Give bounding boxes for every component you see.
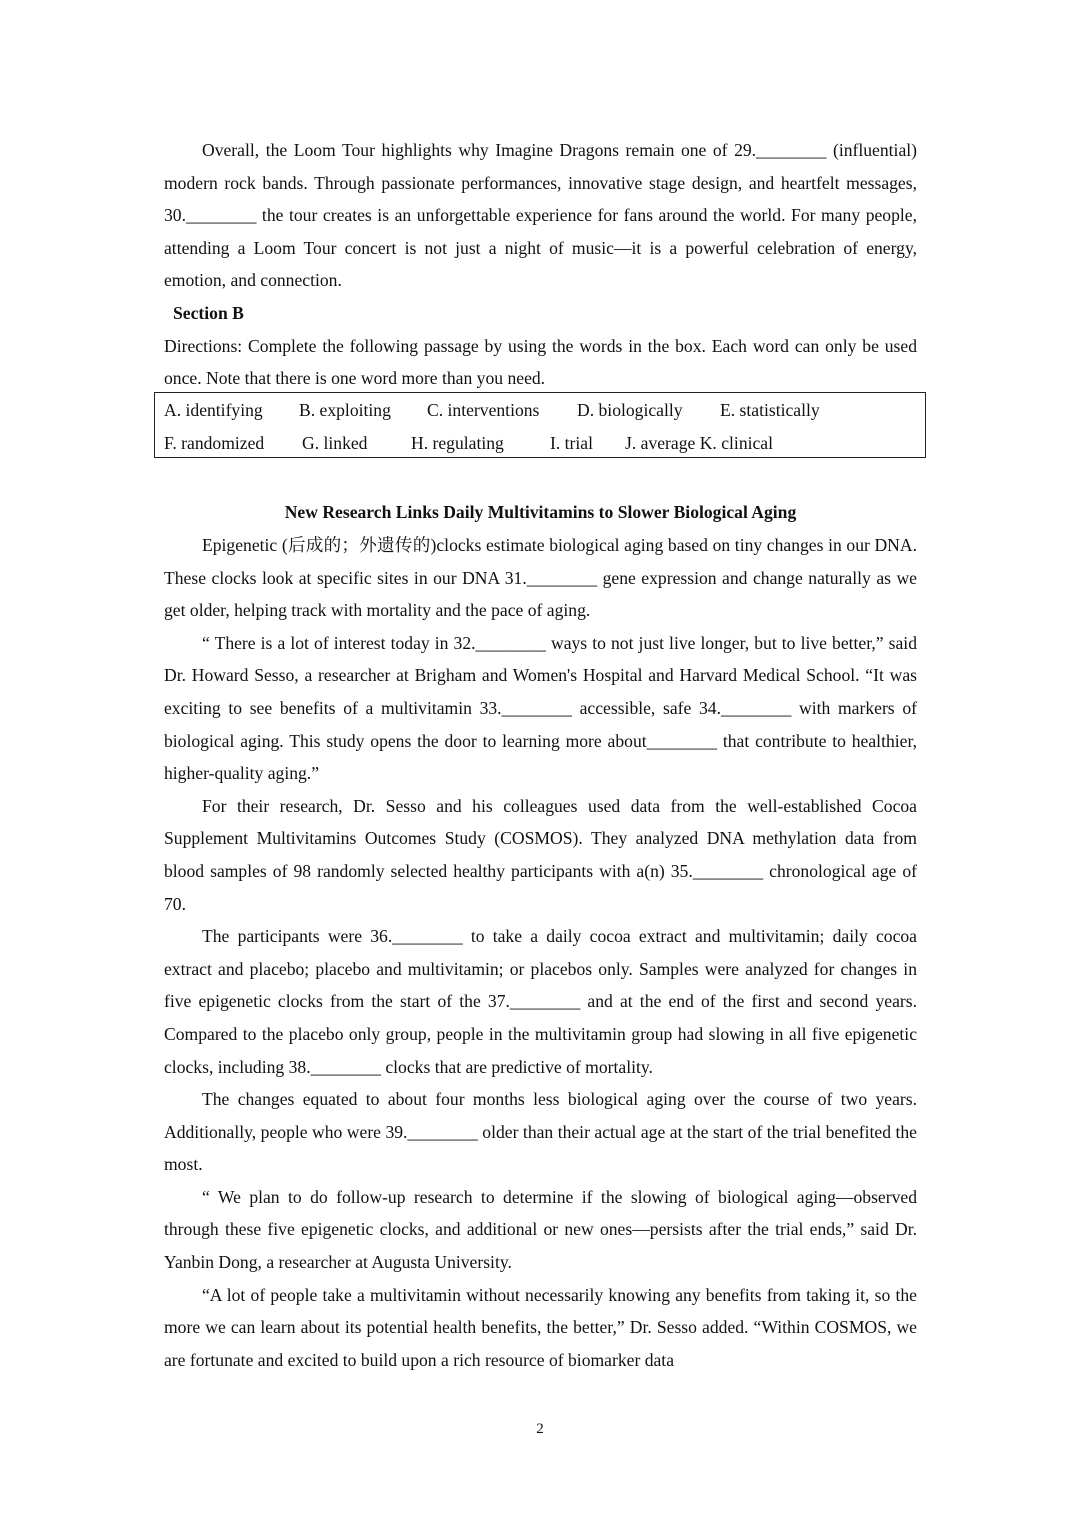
section-b-heading: Section B	[173, 302, 244, 323]
article-paragraph: “A lot of people take a multivitamin without necessarily knowing any benefits from taking it, so the more we can learn about its potential health benefits, the better,” Dr. Sesso added. “Within COSMOS, we are fortunate and excited to build upon a rich resource of biomarker data	[164, 1284, 917, 1370]
article-paragraph: The changes equated to about four months less biological aging over the course of two years. Additionally, people who were 39.________ older than their actual age at the start of the trial benefited the most.	[164, 1089, 917, 1175]
word-option: B. exploiting	[299, 400, 391, 420]
section-b-directions: Directions: Complete the following passage by using the words in the box. Each word can only be used once. Note that there is one word more than you need.	[164, 335, 917, 389]
word-option: A. identifying	[164, 400, 263, 420]
article-paragraph: “ We plan to do follow-up research to determine if the slowing of biological aging—observed through these five epigenetic clocks, and additional or new ones—persists after the trial ends,” said Dr. Yanbin Dong, a researcher at Augusta University.	[164, 1186, 917, 1273]
word-option: J. average K. clinical	[625, 433, 774, 453]
word-option: D. biologically	[577, 400, 683, 420]
word-option: I. trial	[550, 433, 593, 453]
word-option: F. randomized	[164, 433, 265, 453]
article-paragraph: The participants were 36.________ to take a daily cocoa extract and multivitamin; daily cocoa extract and placebo; placebo and multivitamin; or placebos only. Samples were analyzed for changes in five epigenetic clocks from the start of the 37.________ and at the end of the first and second years. Compared to the placebo only group, people in the multivitamin group had slowing in all five epigenetic clocks, including 38.________ clocks that are predictive of mortality.	[164, 926, 917, 1077]
article-body	[164, 529, 917, 1376]
article-paragraph: Epigenetic (后成的；外遗传的)clocks estimate biological aging based on tiny changes in our DNA. These clocks look at specific sites in our DNA 31.________ gene expression and change naturally as we get older, helping track with mortality and the pace of aging.	[164, 535, 917, 621]
word-option: C. interventions	[427, 400, 540, 420]
article-paragraph: “ There is a lot of interest today in 32.________ ways to not just live longer, but to live better,” said Dr. Howard Sesso, a researcher at Brigham and Women's Hospital and Harvard Medical School. “It was exciting to see benefits of a multivitamin 33.________ accessible, safe 34.________ with markers of biological aging. This study opens the door to learning more about________ that contribute to healthier, higher-quality aging.”	[164, 632, 917, 784]
passage-a	[164, 134, 917, 395]
word-option: H. regulating	[411, 433, 504, 453]
word-option: E. statistically	[720, 400, 820, 420]
article-paragraph: For their research, Dr. Sesso and his colleagues used data from the well-established Cocoa Supplement Multivitamins Outcomes Study (COSMOS). They analyzed DNA methylation data from blood samples of 98 randomly selected healthy participants with a(n) 35.________ chronological age of 70.	[164, 795, 917, 914]
page-number: 2	[536, 1421, 544, 1437]
word-box	[154, 392, 926, 458]
article-title: New Research Links Daily Multivitamins to Slower Biological Aging	[284, 502, 797, 522]
passage-a-paragraph: Overall, the Loom Tour highlights why Imagine Dragons remain one of 29.________ (influential) modern rock bands. Through passionate performances, innovative stage design, and heartfelt messages, 30.________ the tour creates is an unforgettable experience for fans around the world. For many people, attending a Loom Tour concert is not just a night of music—it is a powerful celebration of energy, emotion, and connection.	[164, 140, 917, 291]
word-option: G. linked	[302, 433, 368, 453]
